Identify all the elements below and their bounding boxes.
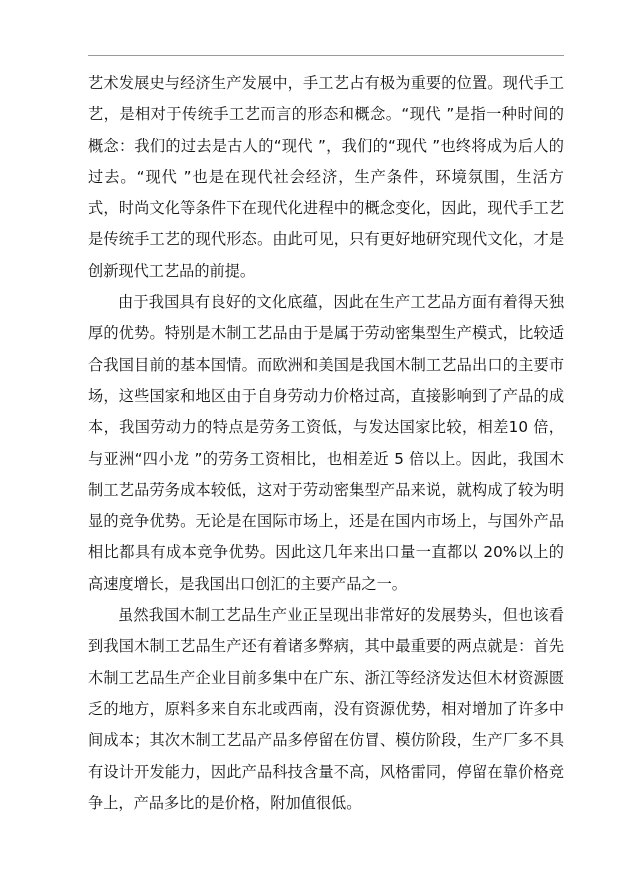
paragraph-2: 由于我国具有良好的文化底蕴，因此在生产工艺品方面有着得天独厚的优势。特别是木制工艺品由于是属于劳动密集型生产模式，比较适合我国目前的基本国情。而欧洲和美国是我国木制工艺品出口的主要市场，这些国家和地区由于自身劳动力价格过高，直接影响到了产品的成本，我国劳动力的特点是劳务工资低，与发达国家比较，相差10 倍，与亚洲“四小龙 ”的劳务工资相比，也相差近 5 倍以上。因此，我国木制工艺品劳务成本较低，这对于劳动密集型产品来说，就构成了较为明显的竞争优势。无论是在国际市场上，还是在国内市场上，与国外产品相比都具有成本竞争优势。因此这几年来出口量一直都以 20%以上的高速度增长，是我国出口创汇的主要产品之一。 <box>88 293 564 593</box>
header-rule <box>88 55 564 56</box>
document-body <box>88 68 564 819</box>
paragraph-1: 艺术发展史与经济生产发展中，手工艺占有极为重要的位置。现代手工艺，是相对于传统手工艺而言的形态和概念。“现代 ”是指一种时间的概念：我们的过去是古人的“现代 ”，我们的“现代 ”也终将成为后人的过去。“现代 ”也是在现代社会经济，生产条件，环境氛围，生活方式，时尚文化等条件下在现代化进程中的概念变化，因此，现代手工艺是传统手工艺的现代形态。由此可见，只有更好地研究现代文化，才是创新现代工艺品的前提。 <box>88 74 564 280</box>
paragraph-3: 虽然我国木制工艺品生产业正呈现出非常好的发展势头，但也该看到我国木制工艺品生产还有着诸多弊病，其中最重要的两点就是：首先木制工艺品生产企业目前多集中在广东、浙江等经济发达但木材资源匮乏的地方，原料多来自东北或西南，没有资源优势，相对增加了许多中间成本；其次木制工艺品产品多停留在仿冒、模仿阶段，生产厂多不具有设计开发能力，因此产品科技含量不高，风格雷同，停留在靠价格竞争上，产品多比的是价格，附加值很低。 <box>88 606 564 812</box>
